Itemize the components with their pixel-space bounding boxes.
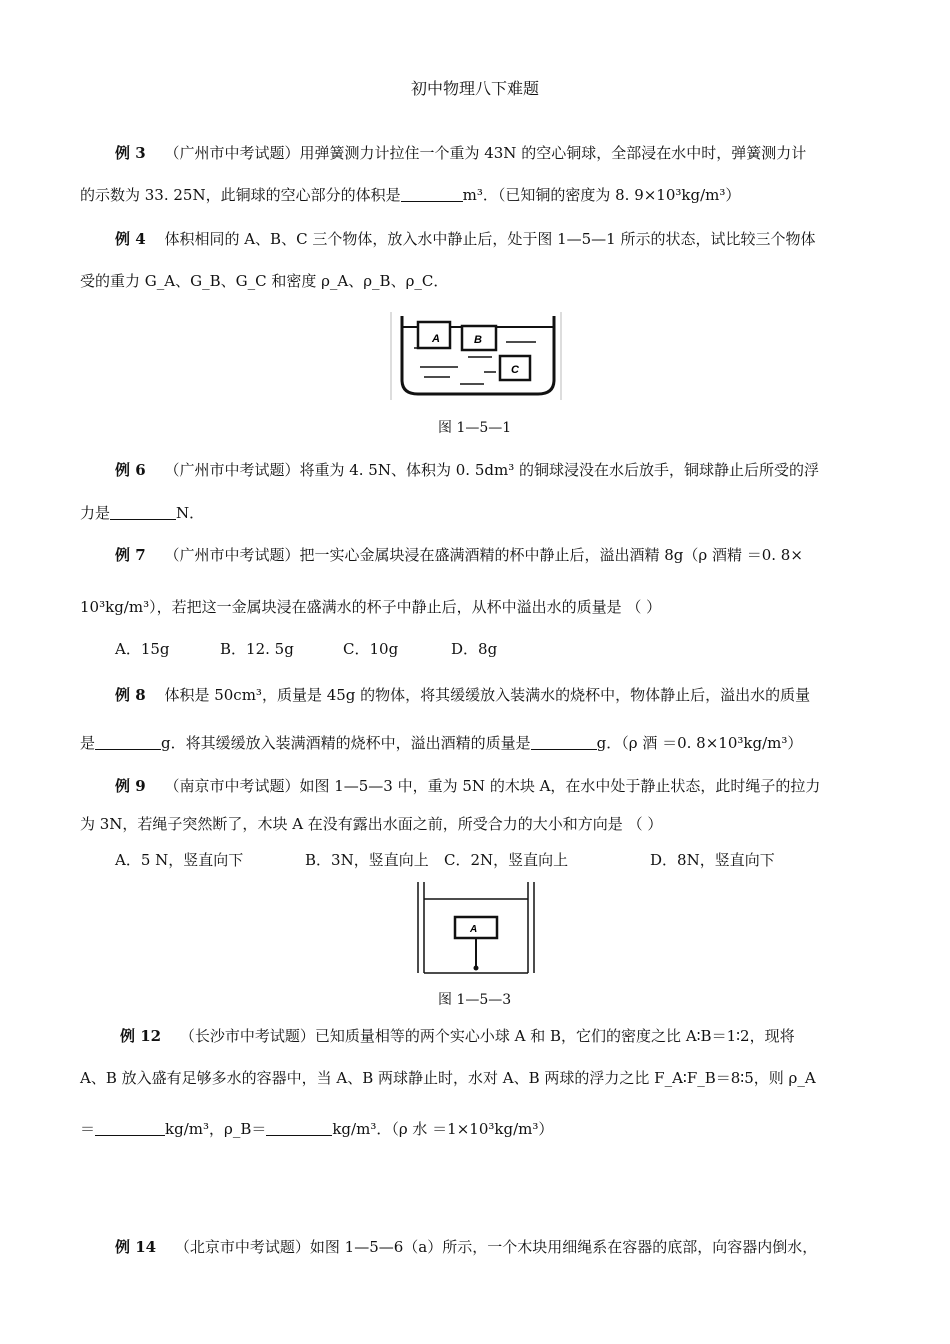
example-3-text-2a: 的示数为 33. 25N，此铜球的空心部分的体积是 — [80, 186, 401, 204]
example-7-option-c: C．10g — [343, 640, 399, 658]
example-12-label: 例 12 — [120, 1027, 162, 1045]
example-3-text-1: （广州市中考试题）用弹簧测力计拉住一个重为 43N 的空心铜球，全部浸在水中时，弹簧测力计 — [164, 144, 807, 162]
example-3-text-2b: m³．（已知铜的密度为 8. 9×10³kg/m³） — [462, 186, 741, 204]
example-7-option-a: A．15g — [115, 640, 170, 658]
block-a-label: A — [432, 333, 440, 345]
example-9-line-1 — [115, 776, 820, 796]
example-14-text-1: （北京市中考试题）如图 1—5—6（a）所示，一个木块用细绳系在容器的底部，向容器内倒水， — [174, 1238, 818, 1256]
example-4-line-2: 受的重力 G_A、G_B、G_C 和密度 ρ_A、ρ_B、ρ_C． — [80, 272, 449, 290]
example-14-line-1 — [115, 1237, 817, 1257]
example-9-label: 例 9 — [115, 777, 146, 795]
example-9-text-1: （南京市中考试题）如图 1—5—3 中，重为 5N 的木块 A，在水中处于静止状态，此时绳子的拉力 — [164, 777, 821, 795]
example-3-label: 例 3 — [115, 144, 146, 162]
answer-blank[interactable] — [95, 735, 161, 750]
example-12-text-3b: kg/m³，ρ_B＝ — [165, 1120, 267, 1138]
example-12-text-3c: kg/m³．（ρ 水 ＝1×10³kg/m³） — [332, 1120, 554, 1138]
example-9-option-d: D．8N，竖直向下 — [650, 851, 775, 869]
example-7-option-d: D．8g — [451, 640, 498, 658]
example-9-option-b: B．3N，竖直向上 — [305, 851, 429, 869]
example-6-text-2b: N． — [176, 504, 205, 522]
example-9-line-2: 为 3N，若绳子突然断了，木块 A 在没有露出水面之前，所受合力的大小和方向是 （ ） — [80, 815, 663, 833]
example-12-line-2: A、B 放入盛有足够多水的容器中，当 A、B 两球静止时，水对 A、B 两球的浮力之比 F_A∶F_B＝8∶5，则 ρ_A — [80, 1069, 816, 1087]
example-9-option-a: A．5 N，竖直向下 — [115, 851, 244, 869]
example-8-line-2 — [80, 733, 802, 753]
page-title: 初中物理八下难题 — [410, 79, 539, 98]
answer-blank[interactable] — [95, 1121, 165, 1136]
example-6-line-1 — [115, 460, 819, 480]
block-b-label: B — [474, 334, 482, 346]
example-6-line-2 — [80, 503, 204, 523]
example-7-label: 例 7 — [115, 546, 146, 564]
example-7-option-b: B．12. 5g — [220, 640, 294, 658]
answer-blank[interactable] — [401, 187, 463, 202]
example-4-line-1 — [115, 229, 816, 249]
figure-1-5-1 — [388, 312, 563, 400]
example-12-line-3 — [80, 1119, 553, 1139]
example-7-line-2: 10³kg/m³），若把这一金属块浸在盛满水的杯子中静止后，从杯中溢出水的质量是 （ ） — [80, 598, 662, 616]
example-14-label: 例 14 — [115, 1238, 157, 1256]
example-8-text-2c: g．（ρ 酒 ＝0. 8×10³kg/m³） — [596, 734, 803, 752]
example-8-text-1: 体积是 50cm³，质量是 45g 的物体，将其缓缓放入装满水的烧杯中，物体静止后，溢出水的质量 — [164, 686, 811, 704]
example-3-line-2 — [80, 185, 740, 205]
example-7-text-1: （广州市中考试题）把一实心金属块浸在盛满酒精的杯中静止后，溢出酒精 8g（ρ 酒精 ＝0. 8× — [164, 546, 803, 564]
example-8-text-2b: g．将其缓缓放入装满酒精的烧杯中，溢出酒精的质量是 — [161, 734, 531, 752]
example-12-text-1: （长沙市中考试题）已知质量相等的两个实心小球 A 和 B，它们的密度之比 A∶B＝1∶2，现将 — [179, 1027, 795, 1045]
example-8-line-1 — [115, 685, 810, 705]
figure-1-5-3-caption: 图 1—5—3 — [438, 992, 512, 1008]
figure-1-5-1-caption: 图 1—5—1 — [438, 420, 512, 436]
example-4-label: 例 4 — [115, 230, 146, 248]
answer-blank[interactable] — [266, 1121, 332, 1136]
example-7-line-1 — [115, 545, 803, 565]
example-3-line-1 — [115, 143, 806, 163]
example-8-label: 例 8 — [115, 686, 146, 704]
example-6-label: 例 6 — [115, 461, 146, 479]
example-4-text-1: 体积相同的 A、B、C 三个物体，放入水中静止后，处于图 1—5—1 所示的状态，试比较三个物体 — [164, 230, 816, 248]
answer-blank[interactable] — [531, 735, 597, 750]
example-6-text-1: （广州市中考试题）将重为 4. 5N、体积为 0. 5dm³ 的铜球浸没在水后放手，铜球静止后所受的浮 — [164, 461, 819, 479]
example-12-line-1 — [120, 1026, 795, 1046]
figure-1-5-3 — [416, 880, 536, 975]
answer-blank[interactable] — [110, 505, 176, 520]
block-a-label: A — [470, 924, 478, 935]
example-12-text-3a: ＝ — [80, 1120, 96, 1138]
example-9-option-c: C．2N，竖直向上 — [444, 851, 569, 869]
example-6-text-2a: 力是 — [80, 504, 111, 522]
example-8-text-2a: 是 — [80, 734, 96, 752]
block-c-label: C — [511, 364, 519, 376]
